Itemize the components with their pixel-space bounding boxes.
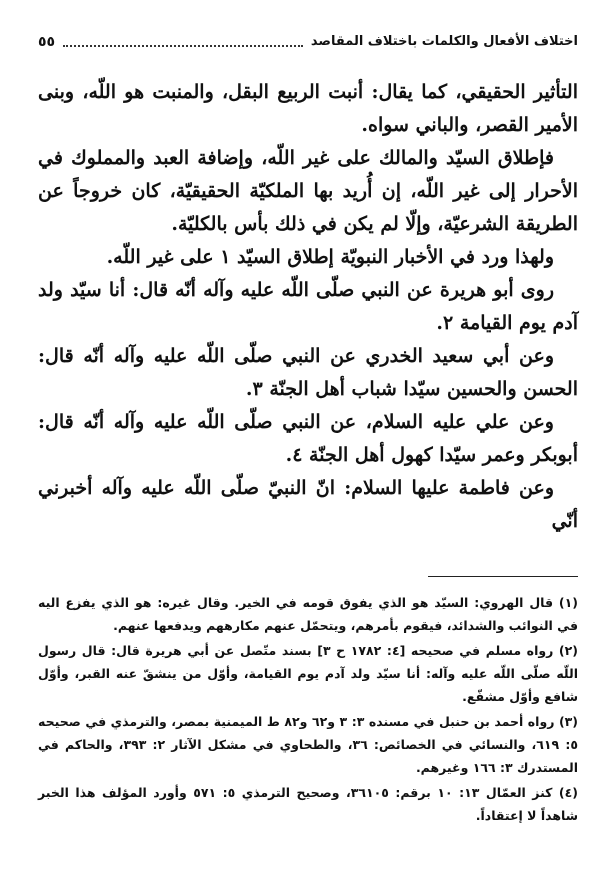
header-leader-dots [63,45,303,47]
footnotes [38,591,578,827]
footnote-separator [428,576,578,577]
paragraph: وعن علي عليه السلام، عن النبي صلّى اللّه عليه وآله أنّه قال: أبوبكر وعمر سيّدا كهول أهل الجنّة ٤. [38,411,578,466]
paragraph: روى أبو هريرة عن النبي صلّى اللّه عليه وآله أنّه قال: أنا سيّد ولد آدم يوم القيامة ٢. [38,279,578,334]
running-header [38,30,578,54]
paragraph: وعن أبي سعيد الخدري عن النبي صلّى اللّه عليه وآله أنّه قال: الحسن والحسين سيّدا شباب أهل الجنّة ٣. [38,345,578,400]
paragraph: التأثير الحقيقي، كما يقال: أنبت الربيع البقل، والمنبت هو اللّه، وبنى الأمير القصر، والباني سواه. [38,81,578,136]
paragraph: ولهذا ورد في الأخبار النبويّة إطلاق السيّد ١ على غير اللّه. [106,246,554,268]
header-title: اختلاف الأفعال والكلمات باختلاف المقاصد [310,34,578,49]
paragraph: فإطلاق السيّد والمالك على غير اللّه، وإضافة العبد والمملوك في الأحرار إلى غير اللّه، إن أُريد بها الملكيّة الحقيقيّة، كان خروجاً عن الطريقة الشرعيّة، وإلّا لم يكن في ذلك بأس بالكليّة. [38,147,578,235]
footnote: (٢) رواه مسلم في صحيحه [٤: ١٧٨٢ ح ٣] بسند متّصل عن أبي هريرة قال: قال رسول اللّه صلّى اللّه عليه وآله: أنا سيّد ولد آدم يوم القيامة، وأوّل من ينشقّ عنه القبر، وأوّل شافع وأوّل مشفّع. [38,643,578,704]
main-text [38,76,578,538]
page-number: ٥٥ [38,34,56,50]
footnote: (٤) كنز العمّال ١٣: ١٠ برقم: ٣٦١٠٥، وصحيح الترمذي ٥: ٥٧١ وأورد المؤلف هذا الخبر شاهداً لا إعتقاداً. [38,785,579,823]
footnote: (١) قال الهروي: السيّد هو الذي يفوق قومه في الخير. وقال غيره: هو الذي يفزع اليه في النوائب والشدائد، فيقوم بأمرهم، ويتحمّل عنهم مكارههم ويدفعها عنهم. [38,595,578,633]
paragraph: وعن فاطمة عليها السلام: انّ النبيّ صلّى اللّه عليه وآله أخبرني أنّي [38,477,578,532]
footnote: (٣) رواه أحمد بن حنبل في مسنده ٣: ٣ و٦٢ و٨٢ ط الميمنية بمصر، والترمذي في صحيحه ٥: ٦١٩، والنسائي في الخصائص: ٣٦، والطحاوي في مشكل الآثار ٢: ٣٩٣، والحاكم في المستدرك ٣: ١٦٦ وغيرهم. [38,714,579,775]
